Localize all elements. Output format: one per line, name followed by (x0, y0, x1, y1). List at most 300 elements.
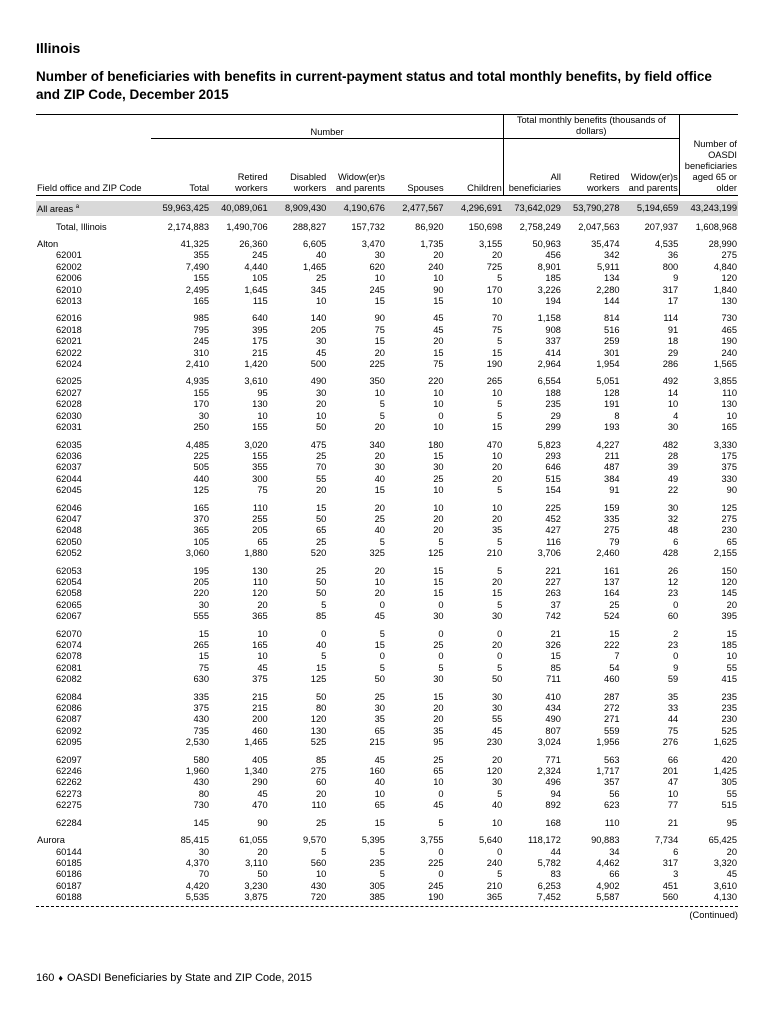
table-cell: 20 (491, 576, 503, 587)
table-cell: 44 (550, 846, 561, 857)
table-cell: 30 (198, 599, 210, 610)
row-label (36, 262, 151, 273)
table-cell: 110 (722, 387, 737, 398)
table-cell: 61,055 (239, 835, 268, 846)
table-cell: 487 (604, 462, 620, 473)
table-cell: 65 (257, 536, 268, 547)
table-cell: 155 (193, 273, 210, 284)
table-cell: 326 (545, 640, 561, 650)
row-label (36, 239, 151, 250)
table-cell: 465 (721, 324, 737, 335)
table-row (36, 577, 738, 588)
table-cell: 6,605 (303, 239, 327, 249)
table-cell: 15 (433, 565, 444, 576)
row-label-text: 62037 (56, 462, 82, 473)
table-cell: 55 (726, 662, 737, 673)
table-cell: 1,625 (713, 737, 737, 748)
table-cell: 130 (252, 399, 268, 410)
table-cell: 120 (310, 714, 327, 725)
table-row (36, 325, 738, 336)
row-label (36, 703, 151, 714)
table-cell: 110 (252, 502, 268, 513)
table-row (36, 629, 738, 640)
table-cell: 5 (379, 399, 385, 410)
table-cell: 3,855 (713, 376, 737, 387)
table-cell: 25 (433, 640, 444, 650)
table-cell: 5,395 (361, 835, 385, 846)
table-cell: 10 (433, 485, 444, 496)
table-cell: 130 (310, 725, 327, 736)
table-cell: 4,130 (713, 892, 737, 903)
table-cell: 85 (315, 754, 327, 765)
table-cell: 157,732 (351, 221, 385, 232)
table-cell: 427 (545, 525, 561, 536)
row-label-text: 60188 (56, 892, 82, 903)
table-cell: 9 (673, 273, 679, 284)
table-cell: 70 (491, 313, 503, 324)
table-cell: 20 (315, 485, 327, 496)
table-cell: 623 (604, 800, 620, 811)
row-label (36, 348, 151, 359)
table-cell: 272 (604, 703, 620, 714)
table-cell: 25 (374, 691, 385, 702)
table-cell: 116 (546, 536, 561, 547)
table-cell: 10 (667, 788, 679, 799)
table-cell: 90 (374, 313, 385, 324)
table-cell: 15 (315, 502, 327, 513)
table-cell: 10 (374, 788, 385, 799)
table-cell: 36 (667, 250, 679, 261)
footnote-marker: a (75, 203, 80, 210)
table-cell: 0 (497, 846, 503, 857)
table-cell: 128 (604, 387, 620, 398)
table-cell: 95 (433, 737, 444, 748)
table-cell: 814 (604, 313, 620, 324)
table-cell: 410 (545, 691, 561, 702)
table-cell: 110 (252, 576, 268, 587)
beneficiaries-table (36, 114, 738, 904)
table-cell: 2,530 (185, 737, 210, 748)
table-cell: 221 (545, 565, 561, 576)
table-cell: 22 (667, 485, 679, 496)
table-cell: 10 (433, 387, 444, 398)
table-cell: 420 (721, 754, 737, 765)
row-label (36, 800, 151, 811)
table-cell: 384 (604, 473, 620, 484)
header-benefits-col: Widow(er)s and parents (621, 139, 680, 196)
table-cell: 80 (198, 788, 210, 799)
row-label-text: 60185 (56, 857, 82, 868)
table-cell: 15 (374, 336, 385, 347)
table-cell: 40 (315, 640, 327, 650)
table-cell: 275 (310, 766, 327, 777)
table-cell: 45 (433, 800, 444, 811)
table-cell: 0 (379, 651, 385, 662)
table-cell: 10 (257, 628, 268, 639)
office-row (36, 239, 738, 250)
row-label (36, 835, 151, 846)
table-cell: 10 (315, 296, 327, 307)
table-cell: 720 (310, 892, 327, 903)
table-cell: 555 (193, 611, 210, 622)
table-cell: 30 (667, 502, 679, 513)
table-cell: 20 (257, 599, 268, 610)
table-cell: 1,465 (244, 737, 268, 748)
table-cell: 335 (193, 691, 210, 702)
row-label-text: 62002 (56, 261, 82, 272)
row-label (36, 285, 151, 296)
table-cell: 560 (310, 857, 327, 868)
table-cell: 1,425 (713, 766, 737, 777)
table-cell: 342 (604, 250, 620, 261)
table-row (36, 651, 738, 662)
table-cell: 563 (604, 754, 620, 765)
table-cell: 29 (667, 347, 679, 358)
table-cell: 2,460 (596, 548, 620, 559)
table-cell: 37 (550, 599, 561, 610)
table-cell: 73,642,029 (503, 201, 562, 216)
table-cell: 245 (428, 880, 444, 891)
table-row (36, 892, 738, 903)
table-cell: 287 (604, 691, 620, 702)
table-cell: 25 (315, 565, 327, 576)
table-cell: 385 (369, 892, 385, 903)
table-cell: 20 (374, 450, 385, 461)
row-label-text: 62025 (56, 376, 82, 387)
table-cell: 470 (486, 439, 503, 450)
table-cell: 65 (315, 525, 327, 536)
table-cell: 50 (374, 674, 385, 685)
row-label-text: All areas (37, 203, 74, 214)
table-cell: 516 (604, 324, 620, 335)
table-cell: 70 (198, 869, 210, 880)
table-cell: 55 (315, 473, 327, 484)
table-cell: 559 (604, 725, 620, 736)
table-cell: 225 (369, 359, 385, 370)
table-cell: 50 (315, 691, 327, 702)
table-cell: 430 (310, 880, 327, 891)
table-cell: 75 (257, 485, 268, 496)
table-row (36, 777, 738, 788)
table-cell: 0 (438, 788, 444, 799)
table-cell: 1,158 (537, 313, 561, 324)
table-cell: 30 (433, 674, 444, 685)
table-cell: 4 (673, 410, 679, 421)
table-cell: 6 (673, 536, 679, 547)
table-cell: 240 (428, 261, 444, 272)
table-cell: 15 (609, 628, 620, 639)
table-cell: 3,706 (537, 548, 561, 559)
table-cell: 94 (550, 788, 561, 799)
table-cell: 3,330 (713, 439, 737, 450)
table-cell: 414 (545, 347, 561, 358)
table-cell: 43,243,199 (679, 201, 738, 216)
table-cell: 430 (193, 714, 210, 725)
table-row (36, 703, 738, 714)
table-cell: 5,640 (479, 835, 503, 846)
table-cell: 240 (486, 857, 503, 868)
table-cell: 5 (497, 485, 503, 496)
table-cell: 5 (497, 273, 503, 284)
table-cell: 2,155 (713, 548, 737, 559)
table-cell: 21 (667, 817, 679, 828)
row-label-text: 62048 (56, 525, 82, 536)
row-label (36, 537, 151, 548)
table-cell: 190 (428, 892, 444, 903)
row-label-text: 62031 (56, 422, 82, 433)
table-cell: 6 (673, 846, 679, 857)
table-cell: 0 (438, 628, 444, 639)
table-cell: 2,174,883 (167, 221, 210, 232)
row-label-text: 62047 (56, 513, 82, 524)
row-label-text: 62052 (56, 548, 82, 559)
table-cell: 3,470 (361, 239, 385, 249)
table-cell: 10 (257, 651, 268, 662)
table-cell: 155 (252, 422, 268, 433)
table-cell: 771 (545, 754, 561, 765)
table-cell: 105 (252, 273, 268, 284)
table-cell: 2,495 (185, 284, 210, 295)
table-cell: 40 (374, 473, 385, 484)
table-cell: 0 (379, 599, 385, 610)
table-row (36, 537, 738, 548)
table-cell: 220 (428, 376, 444, 387)
table-row (36, 737, 738, 748)
table-cell: 5 (438, 817, 444, 828)
table-cell: 215 (369, 737, 385, 748)
table-row (36, 640, 738, 651)
table-cell: 32 (667, 513, 679, 524)
table-cell: 23 (667, 588, 679, 599)
table-cell: 155 (252, 450, 268, 461)
table-cell: 428 (662, 548, 679, 559)
table-cell: 5,587 (596, 892, 620, 903)
table-cell: 45 (491, 725, 503, 736)
table-row (36, 674, 738, 685)
table-cell: 40 (374, 777, 385, 788)
table-cell: 259 (604, 336, 620, 347)
table-cell: 20 (726, 846, 737, 857)
table-cell: 15 (433, 588, 444, 599)
table-cell: 20 (374, 502, 385, 513)
table-cell: 17 (667, 296, 679, 307)
table-cell: 20 (257, 846, 268, 857)
table-cell: 482 (662, 439, 679, 450)
table-cell: 25 (374, 513, 385, 524)
table-cell: 40 (315, 250, 327, 261)
table-cell: 10 (433, 777, 444, 788)
footer-text: OASDI Beneficiaries by State and ZIP Code, 2015 (66, 972, 312, 984)
row-label-text: 62013 (56, 296, 82, 307)
row-label (36, 503, 151, 514)
table-cell: 79 (609, 536, 620, 547)
table-cell: 28 (667, 450, 679, 461)
table-cell: 2,758,249 (519, 221, 561, 232)
row-label-text: 62016 (56, 313, 82, 324)
table-cell: 120 (486, 766, 503, 777)
table-cell: 365 (486, 892, 503, 903)
table-cell: 154 (545, 485, 561, 496)
table-cell: 25 (433, 754, 444, 765)
table-cell: 90 (433, 284, 444, 295)
table-cell: 20 (433, 703, 444, 714)
table-cell: 505 (193, 462, 210, 473)
table-cell: 20 (374, 588, 385, 599)
table-cell: 405 (252, 754, 268, 765)
table-cell: 30 (491, 777, 503, 788)
table-cell: 8,901 (537, 261, 561, 272)
table-row (36, 359, 738, 370)
table-cell: 3,875 (244, 892, 268, 903)
table-cell: 1,420 (244, 359, 268, 370)
table-cell: 35 (491, 525, 503, 536)
table-cell: 21 (550, 628, 561, 639)
table-cell: 164 (604, 588, 620, 599)
table-cell: 30 (433, 611, 444, 622)
table-title: Number of beneficiaries with benefits in current-payment status and total monthly benefits, by field office and ZIP Code, December 2015 (36, 69, 712, 102)
table-cell: 2,477,567 (386, 201, 445, 216)
table-cell: 159 (604, 502, 620, 513)
table-cell: 86,920 (415, 221, 444, 232)
table-cell: 330 (721, 473, 737, 484)
table-cell: 275 (721, 513, 737, 524)
row-label (36, 388, 151, 399)
table-cell: 26,360 (239, 239, 268, 249)
table-cell: 2,964 (537, 359, 561, 370)
row-label (36, 777, 151, 788)
table-cell: 10 (315, 410, 327, 421)
continued-note: (Continued) (689, 909, 738, 920)
table-cell: 7,490 (185, 261, 210, 272)
table-cell: 28,990 (708, 239, 737, 249)
table-row (36, 399, 738, 410)
table-cell: 20 (433, 513, 444, 524)
table-row (36, 485, 738, 496)
table-cell: 245 (252, 250, 268, 261)
table-cell: 227 (545, 576, 561, 587)
row-label-text: 60187 (56, 880, 82, 891)
header-number-col: Children (445, 139, 504, 196)
table-cell: 10 (374, 273, 385, 284)
table-cell: 85,415 (180, 835, 210, 846)
row-label-text: 62262 (56, 777, 82, 788)
table-cell: 415 (721, 674, 737, 685)
table-cell: 365 (252, 611, 268, 622)
table-cell: 45 (257, 662, 268, 673)
row-label (36, 766, 151, 777)
table-row (36, 726, 738, 737)
row-label (36, 336, 151, 347)
table-cell: 47 (667, 777, 679, 788)
table-cell: 190 (721, 336, 737, 347)
table-cell: 286 (662, 359, 679, 370)
table-row (36, 847, 738, 858)
table-cell: 90 (257, 817, 268, 828)
table-cell: 15 (491, 588, 503, 599)
row-label (36, 296, 151, 307)
table-cell: 39 (667, 462, 679, 473)
table-cell: 5 (321, 599, 327, 610)
table-cell: 5 (321, 651, 327, 662)
table-cell: 40 (374, 525, 385, 536)
header-group-number: Number (151, 115, 503, 139)
table-cell: 210 (486, 880, 503, 891)
table-cell: 8 (614, 410, 620, 421)
table-cell: 225 (545, 502, 561, 513)
row-label-text: Total, Illinois (56, 221, 107, 232)
table-row (36, 800, 738, 811)
table-cell: 15 (433, 296, 444, 307)
table-cell: 15 (433, 450, 444, 461)
table-cell: 207,937 (644, 221, 679, 232)
table-cell: 470 (252, 800, 268, 811)
table-row (36, 692, 738, 703)
table-cell: 5 (379, 869, 385, 880)
table-cell: 299 (545, 422, 561, 433)
table-cell: 30 (491, 611, 503, 622)
table-cell: 4,420 (185, 880, 210, 891)
table-cell: 301 (604, 347, 620, 358)
table-cell: 130 (721, 296, 737, 307)
table-cell: 5 (497, 565, 503, 576)
table-cell: 230 (721, 525, 737, 536)
table-cell: 45 (433, 313, 444, 324)
table-row (36, 451, 738, 462)
table-cell: 451 (662, 880, 679, 891)
table-cell: 725 (486, 261, 503, 272)
header-field-office: Field office and ZIP Code (36, 139, 151, 196)
table-cell: 10 (726, 651, 737, 662)
table-cell: 83 (550, 869, 561, 880)
table-cell: 5,051 (596, 376, 620, 387)
table-cell: 5,911 (596, 261, 620, 272)
table-cell: 580 (193, 754, 210, 765)
table-cell: 5,535 (185, 892, 210, 903)
table-cell: 91 (667, 324, 679, 335)
table-cell: 45 (315, 347, 327, 358)
table-cell: 3 (673, 869, 679, 880)
table-cell: 170 (193, 399, 210, 410)
table-cell: 110 (311, 800, 327, 811)
table-cell: 15 (374, 296, 385, 307)
table-cell: 18 (667, 336, 679, 347)
table-cell: 711 (546, 674, 561, 685)
table-cell: 395 (252, 324, 268, 335)
row-label (36, 399, 151, 410)
table-cell: 1,954 (596, 359, 620, 370)
table-cell: 20 (374, 422, 385, 433)
table-cell: 10 (374, 576, 385, 587)
row-label-text: 62022 (56, 347, 82, 358)
table-row (36, 285, 738, 296)
row-label-text: 62001 (56, 250, 82, 261)
table-row (36, 588, 738, 599)
row-label-text: Alton (37, 239, 59, 249)
row-label (36, 858, 151, 869)
table-cell: 1,608,968 (695, 221, 737, 232)
table-row (36, 250, 738, 261)
row-label-text: Aurora (37, 835, 65, 846)
table-cell: 120 (721, 273, 737, 284)
table-row (36, 388, 738, 399)
table-cell: 245 (369, 284, 385, 295)
row-label (36, 451, 151, 462)
table-cell: 1,956 (596, 737, 620, 748)
table-cell: 66 (667, 754, 679, 765)
table-cell: 20 (374, 347, 385, 358)
table-cell: 276 (662, 737, 679, 748)
table-end-rule (36, 906, 738, 907)
